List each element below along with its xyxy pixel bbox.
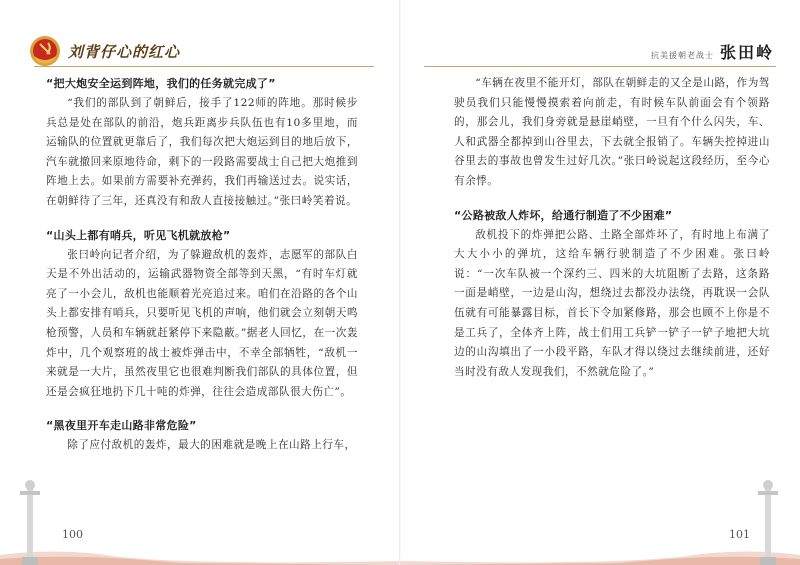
party-emblem-icon [28,34,62,68]
header-divider [34,66,374,67]
book-header [28,36,180,66]
paragraph: 除了应付敌机的轰炸，最大的困难就是晚上在山路上行车， [67,439,356,452]
section-heading: “公路被敌人炸坏，给通行制造了不少困难” [454,208,673,222]
page-number: 100 [62,528,83,541]
header-divider [424,66,776,67]
paragraph: 张曰岭向记者介绍，为了躲避敌机的轰炸，志愿军的部队白天是不外出活动的，运输武器物资全部等到天黑，“有时车灯就亮了一小会儿，敌机也能顺着光亮追过来。咱们在沿路的各个山头上都安排有哨兵，只要听见飞机的声响，他们就会立刻朝天鸣枪预警，人员和车辆就赶紧停下来隐蔽。”据老人回忆，在一次轰炸中，几个观察班的战士被炸弹击中，不幸全部牺牲，“敌机一来就是一大片，虽然夜里它也很难判断我们部队的具体位置，但还是会疯狂地扔下几十吨的炸弹，往往会造成部队很大伤亡”。 [46,248,358,398]
right-body [454,74,770,382]
paragraph: “车辆在夜里不能开灯，部队在朝鲜走的又全是山路，作为驾驶员我们只能慢慢摸索着向前走，有时候车队前面会有个领路的，那会儿，我们身旁就是悬崖峭壁，一旦有个什么闪失，车、人和武器全都掉到山谷里去，下去就全报销了。车辆失控掉进山谷里去的事故也曾发生过好几次。”张曰岭说起这段经历，至今心有余悸。 [454,77,770,187]
decorative-skyline [0,525,400,565]
section-heading: “山头上都有哨兵，听见飞机就放枪” [46,228,231,242]
chapter-name: 张田岭 [719,43,774,62]
huabiao-pillar-icon [756,475,780,565]
paragraph: “我们的部队到了朝鲜后，接手了122师的阵地。那时候步兵总是处在部队的前沿，炮兵距离步兵队伍也有10多里地，而运输队的位置就更靠后了，我们每次把大炮运到目的地后放下，汽车就撤回来原地待命，剩下的一段路需要战士自己把大炮推到阵地上去。如果前方需要补充弹药，我们再输送过去。说实话，在朝鲜待了三年，还真没有和敌人直接接触过。”张曰岭笑着说。 [46,97,358,207]
chapter-header [651,40,774,63]
section-heading: “黑夜里开车走山路非常危险” [46,419,197,433]
left-body [46,74,358,456]
huabiao-pillar-icon [18,475,42,565]
book-title: 刘背仔心的红心 [68,42,181,61]
right-page [400,0,800,565]
page-number: 101 [729,528,750,541]
chapter-subtitle: 抗美援朝老战士 [650,51,714,60]
section-heading: “把大炮安全运到阵地，我们的任务就完成了” [46,77,276,90]
paragraph: 敌机投下的炸弹把公路、土路全部炸坏了，有时地上布满了大大小小的弹坑，这给车辆行驶制造了不少困难。张曰岭说：“一次车队被一个深约三、四米的大坑阻断了去路，这条路一面是峭壁，一边是山沟，想绕过去都没办法绕，再耽误一会队伍就有可能暴露目标，首长下令加紧修路，那会也顾不上你是不是工兵了，全体齐上阵，战士们用工兵铲一铲子一铲子地把大坑边的山沟填出了一小段平路，车队才得以绕过去继续前进，还好当时没有敌人发现我们，不然就危险了。” [454,228,770,378]
